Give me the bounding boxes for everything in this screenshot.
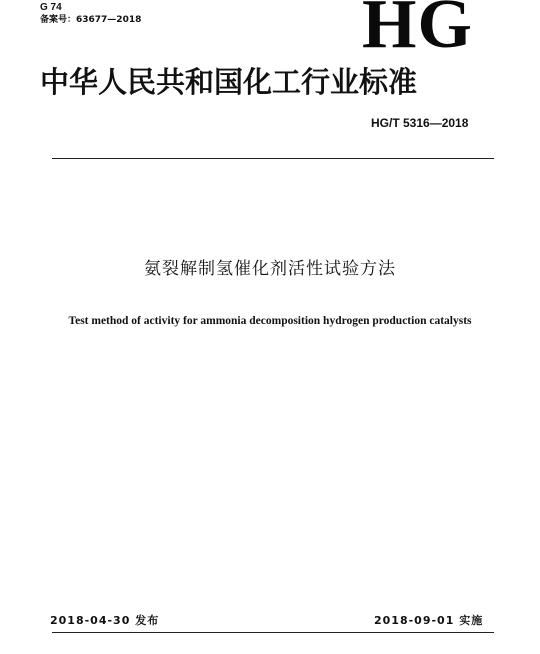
issue-date: 2018-04-30 发布 <box>50 614 160 627</box>
implementation-date: 2018-09-01 实施 <box>374 614 484 627</box>
footer-divider <box>52 632 494 633</box>
header-divider <box>52 158 494 159</box>
document-title-english: Test method of activity for ammonia decomposition hydrogen production catalysts <box>68 315 472 327</box>
classification-code: G 74 <box>40 2 62 13</box>
standard-code: HG/T 5316—2018 <box>371 116 469 130</box>
standard-header: 中华人民共和国化工行业标准 <box>40 65 418 99</box>
industry-mark-logo: HG <box>362 0 473 63</box>
document-title-chinese: 氨裂解制氢催化剂活性试验方法 <box>144 259 396 279</box>
record-number: 备案号：63677—2018 <box>40 15 142 25</box>
